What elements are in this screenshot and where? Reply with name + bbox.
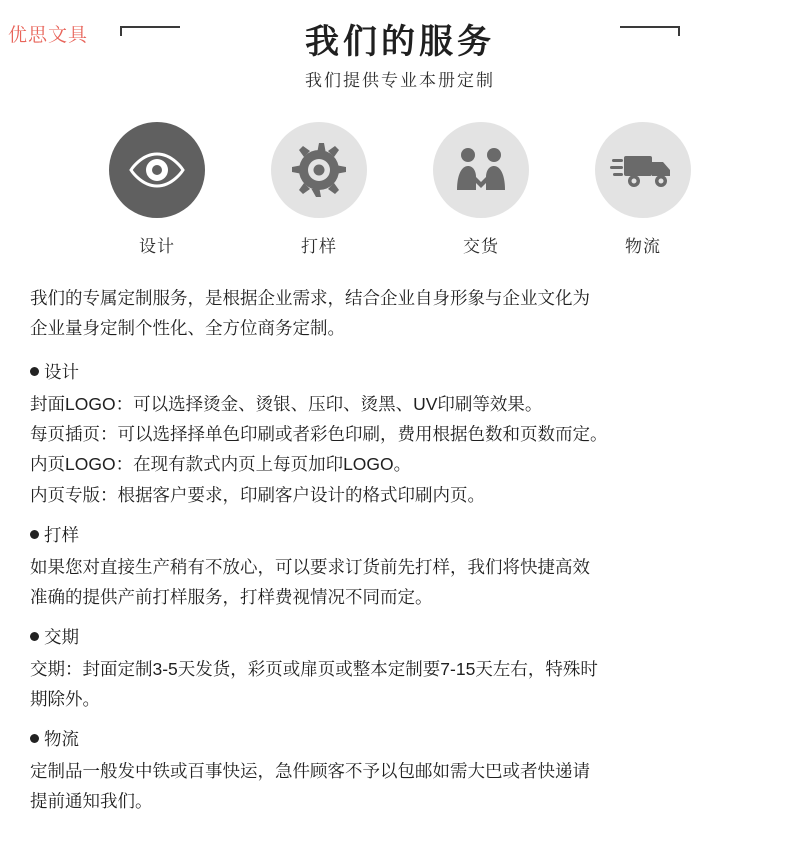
bullet-icon (30, 632, 39, 641)
section-design (30, 357, 770, 509)
handshake-icon (433, 122, 529, 218)
section-lead-time (30, 622, 770, 714)
bullet-icon (30, 734, 39, 743)
service-item-sample (269, 122, 369, 257)
section-heading (30, 357, 770, 387)
section-heading-label: 物流 (44, 729, 79, 750)
section-heading (30, 724, 770, 754)
bullet-icon (30, 530, 39, 539)
page-subtitle: 我们提供专业本册定制 (120, 66, 680, 91)
service-item-delivery (431, 122, 531, 257)
page-header (120, 14, 680, 92)
service-label-logistics: 物流 (625, 237, 661, 256)
intro-paragraph (30, 283, 770, 343)
section-line: 内页专版：根据客户要求，印刷客户设计的格式印刷内页。 (30, 484, 485, 505)
service-label-design: 设计 (139, 237, 175, 256)
section-sample (30, 520, 770, 612)
section-logistics (30, 724, 770, 816)
service-label-sample: 打样 (301, 237, 337, 256)
section-line: 交期：封面定制3-5天发货，彩页或扉页或整本定制要7-15天左右，特殊时 (30, 659, 598, 680)
section-heading (30, 622, 770, 652)
intro-line: 企业量身定制个性化、全方位商务定制。 (30, 318, 345, 339)
gear-icon (271, 122, 367, 218)
bullet-icon (30, 367, 39, 376)
section-line: 准确的提供产前打样服务，打样费视情况不同而定。 (30, 586, 433, 607)
section-heading-label: 交期 (44, 626, 79, 647)
watermark: 优思文具 (8, 24, 89, 46)
section-heading-label: 打样 (44, 524, 79, 545)
service-icon-row (0, 122, 800, 257)
section-heading (30, 520, 770, 550)
truck-icon (595, 122, 691, 218)
intro-line: 我们的专属定制服务，是根据企业需求，结合企业自身形象与企业文化为 (30, 288, 590, 308)
service-item-logistics (593, 122, 693, 257)
section-line: 定制品一般发中铁或百事快运，急件顾客不予以包邮如需大巴或者快递请 (30, 761, 590, 782)
service-item-design (107, 122, 207, 257)
eye-icon (109, 122, 205, 218)
section-line: 期除外。 (30, 689, 100, 710)
service-label-delivery: 交货 (463, 237, 499, 256)
section-line: 内页LOGO：在现有款式内页上每页加印LOGO。 (30, 454, 412, 475)
section-line: 如果您对直接生产稍有不放心，可以要求订货前先打样，我们将快捷高效 (30, 556, 590, 577)
page-title: 我们的服务 (305, 23, 495, 61)
service-description (30, 283, 770, 817)
section-line: 提前通知我们。 (30, 791, 153, 812)
section-line: 封面LOGO：可以选择烫金、烫银、压印、烫黑、UV印刷等效果。 (30, 394, 543, 415)
section-line: 每页插页：可以选择择单色印刷或者彩色印刷，费用根据色数和页数而定。 (30, 424, 608, 445)
section-heading-label: 设计 (44, 362, 79, 383)
